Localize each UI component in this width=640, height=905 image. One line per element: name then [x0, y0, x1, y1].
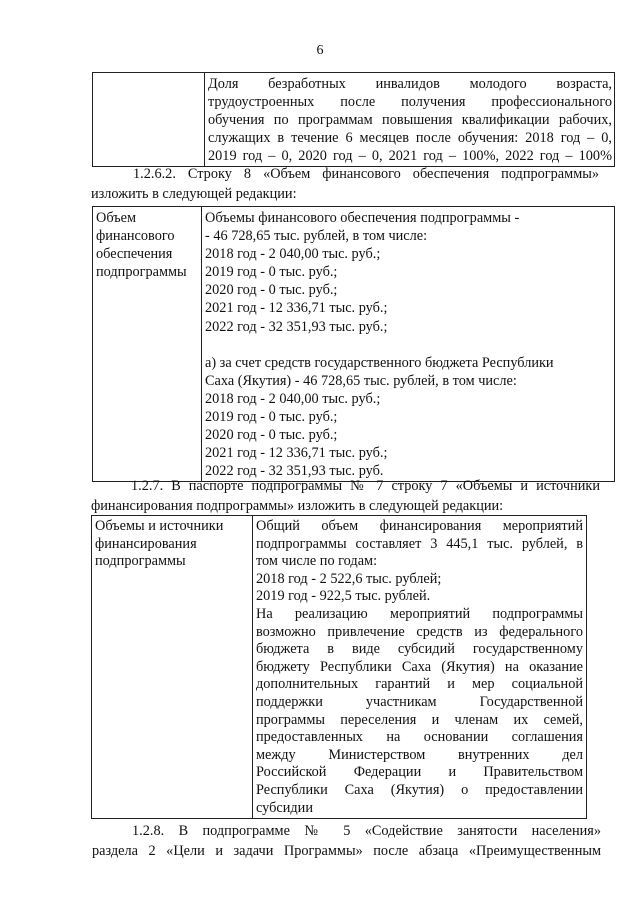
financing-label-line: обеспечения — [96, 246, 173, 262]
sources-label-line: подпрограммы — [95, 553, 186, 570]
sources-line: бюджету Республики Саха (Якутия) на оказание — [256, 658, 583, 675]
sources-label-cell — [92, 516, 253, 819]
paragraph-1-2-7 — [91, 476, 600, 516]
financing-line: Объемы финансового обеспечения подпрограммы - — [205, 210, 520, 226]
financing-line: 2022 год - 32 351,93 тыс. руб.; — [205, 318, 388, 335]
financing-line: Саха (Якутия) - 46 728,65 тыс. рублей, в том числе: — [205, 372, 517, 389]
sources-value-cell — [253, 516, 587, 819]
indicator-line: служащих в течение 6 месяцев после обучения: 2018 год – 0, — [208, 130, 612, 146]
financing-line: 2018 год - 2 040,00 тыс. руб.; — [205, 390, 381, 407]
indicator-line: обучения по программам повышения квалификации рабочих, — [208, 112, 612, 128]
sources-table — [91, 515, 587, 819]
sources-line: Российской Федерации и Правительством — [256, 764, 583, 781]
indicator-table — [92, 72, 615, 167]
sources-line: 2018 год - 2 522,6 тыс. рублей; — [256, 570, 442, 587]
sources-line: между Министерством внутренних дел — [256, 746, 583, 763]
paragraph-line: 1.2.6.2. Строку 8 «Объем финансового обеспечения подпрограммы» — [133, 166, 599, 182]
financing-line: 2021 год - 12 336,71 тыс. руб.; — [205, 300, 388, 317]
paragraph-line: 1.2.8. В подпрограмме № 5 «Содействие занятости населения» — [132, 823, 601, 839]
financing-line: 2018 год - 2 040,00 тыс. руб.; — [205, 246, 381, 263]
sources-line: поддержки участникам Государственной — [256, 693, 583, 710]
sources-line: подпрограммы составляет 3 445,1 тыс. рублей, в — [256, 535, 583, 552]
financing-line: 2021 год - 12 336,71 тыс. руб.; — [205, 445, 388, 462]
paragraph-line: раздела 2 «Цели и задачи Программы» после абзаца «Преимущественным — [92, 843, 601, 859]
financing-label-line: подпрограммы — [96, 264, 187, 280]
paragraph-line: финансирования подпрограммы» изложить в следующей редакции: — [91, 498, 504, 514]
financing-label-cell — [93, 207, 202, 482]
indicator-line: Доля безработных инвалидов молодого возраста, — [208, 76, 612, 92]
sources-line: Республики Саха (Якутия) о предоставлении — [256, 781, 583, 798]
sources-line: дополнительных гарантий и мер социальной — [256, 676, 583, 693]
indicator-left-cell — [93, 73, 205, 167]
financing-line: 2019 год - 0 тыс. руб.; — [205, 408, 338, 425]
indicator-line: 2019 год – 0, 2020 год – 0, 2021 год – 100%, 2022 год – 100% — [208, 148, 612, 164]
sources-line: 2019 год - 922,5 тыс. рублей. — [256, 588, 431, 605]
paragraph-line: изложить в следующей редакции: — [91, 186, 297, 202]
paragraph-line: 1.2.7. В паспорте подпрограммы № 7 строку 7 «Объемы и источники — [131, 478, 600, 494]
sources-line: субсидии — [256, 799, 313, 816]
financing-blank-line — [205, 336, 611, 354]
indicator-text-cell — [205, 73, 615, 167]
financing-line: а) за счет средств государственного бюджета Республики — [205, 354, 554, 371]
sources-line: Общий объем финансирования мероприятий — [256, 518, 583, 534]
indicator-line: трудоустроенных после получения профессионального — [208, 94, 612, 110]
financing-line: - 46 728,65 тыс. рублей, в том числе: — [205, 228, 428, 245]
paragraph-1-2-6-2 — [93, 164, 599, 204]
sources-line: программы переселения и членам их семей, — [256, 711, 583, 728]
financing-line: 2019 год - 0 тыс. руб.; — [205, 264, 338, 281]
financing-line: 2022 год - 32 351,93 тыс. руб. — [205, 463, 384, 480]
paragraph-1-2-8 — [92, 821, 601, 861]
financing-table — [92, 206, 615, 482]
sources-label-line: Объемы и источники — [95, 518, 224, 534]
sources-label-line: финансирования — [95, 535, 197, 552]
financing-value-cell — [202, 207, 615, 482]
sources-line: На реализацию мероприятий подпрограммы — [256, 605, 583, 622]
financing-label-line: Объем — [96, 210, 137, 226]
sources-line: предоставленных на основании соглашения — [256, 729, 583, 746]
sources-line: бюджета в виде субсидий государственному — [256, 641, 583, 658]
sources-line: том числе по годам: — [256, 553, 378, 570]
financing-label-line: финансового — [96, 228, 175, 244]
page-number: 6 — [316, 43, 324, 58]
financing-line: 2020 год - 0 тыс. руб.; — [205, 282, 338, 299]
financing-line: 2020 год - 0 тыс. руб.; — [205, 427, 338, 444]
sources-line: возможно привлечение средств из федерального — [256, 623, 583, 640]
